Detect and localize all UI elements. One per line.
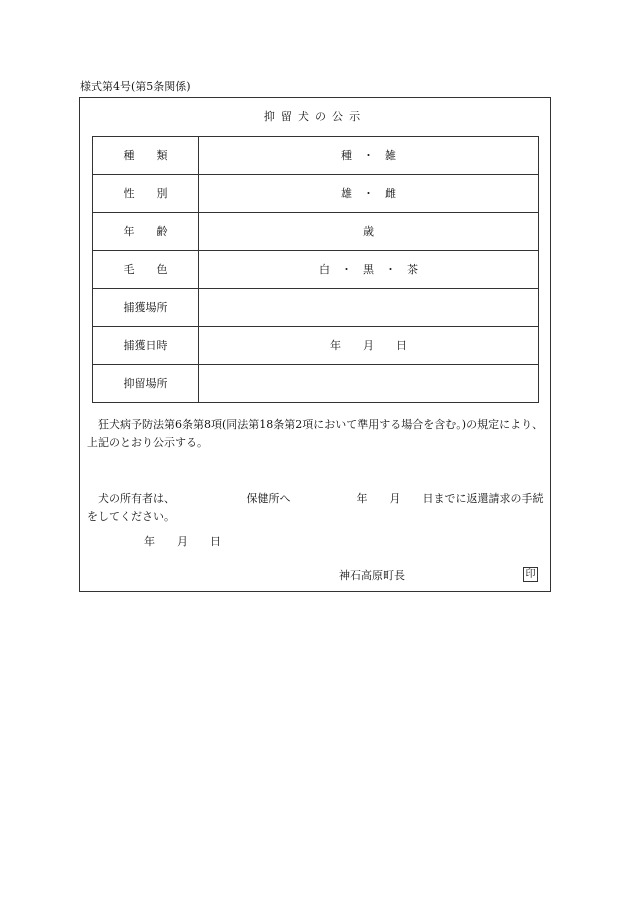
row-label-capture-datetime: 捕獲日時 xyxy=(93,327,199,365)
form-number: 様式第4号(第5条関係) xyxy=(80,80,191,93)
table-row xyxy=(93,365,539,403)
row-label-sex: 性 別 xyxy=(93,175,199,213)
row-label-capture-place: 捕獲場所 xyxy=(93,289,199,327)
row-value-coat-color: 白 ・ 黒 ・ 茶 xyxy=(199,251,539,289)
signatory-title: 神石高原町長 xyxy=(339,569,405,582)
table-row xyxy=(93,289,539,327)
table-row xyxy=(93,213,539,251)
return-request-paragraph: 犬の所有者は、 保健所へ 年 月 日までに返還請求の手続をしてください。 xyxy=(87,492,544,523)
table-row xyxy=(93,137,539,175)
notice-date: 年 月 日 xyxy=(144,535,221,548)
row-value-age: 歳 xyxy=(199,213,539,251)
notice-frame xyxy=(79,97,551,592)
row-value-capture-place xyxy=(199,289,539,327)
row-value-capture-datetime: 年 月 日 xyxy=(199,327,539,365)
legal-basis-paragraph: 狂犬病予防法第6条第8項(同法第18条第2項において準用する場合を含む。)の規定により、上記のとおり公示する。 xyxy=(87,418,544,449)
row-label-age: 年 齢 xyxy=(93,213,199,251)
row-label-detention-place: 抑留場所 xyxy=(93,365,199,403)
table-row xyxy=(93,327,539,365)
table-row xyxy=(93,251,539,289)
document-title: 抑留犬の公示 xyxy=(263,110,367,123)
row-value-sex: 雄 ・ 雌 xyxy=(199,175,539,213)
row-label-coat-color: 毛 色 xyxy=(93,251,199,289)
row-value-breed: 種 ・ 雑 xyxy=(199,137,539,175)
table-row xyxy=(93,175,539,213)
row-label-breed: 種 類 xyxy=(93,137,199,175)
seal-mark: 印 xyxy=(523,567,538,582)
dog-info-table xyxy=(92,136,539,403)
row-value-detention-place xyxy=(199,365,539,403)
